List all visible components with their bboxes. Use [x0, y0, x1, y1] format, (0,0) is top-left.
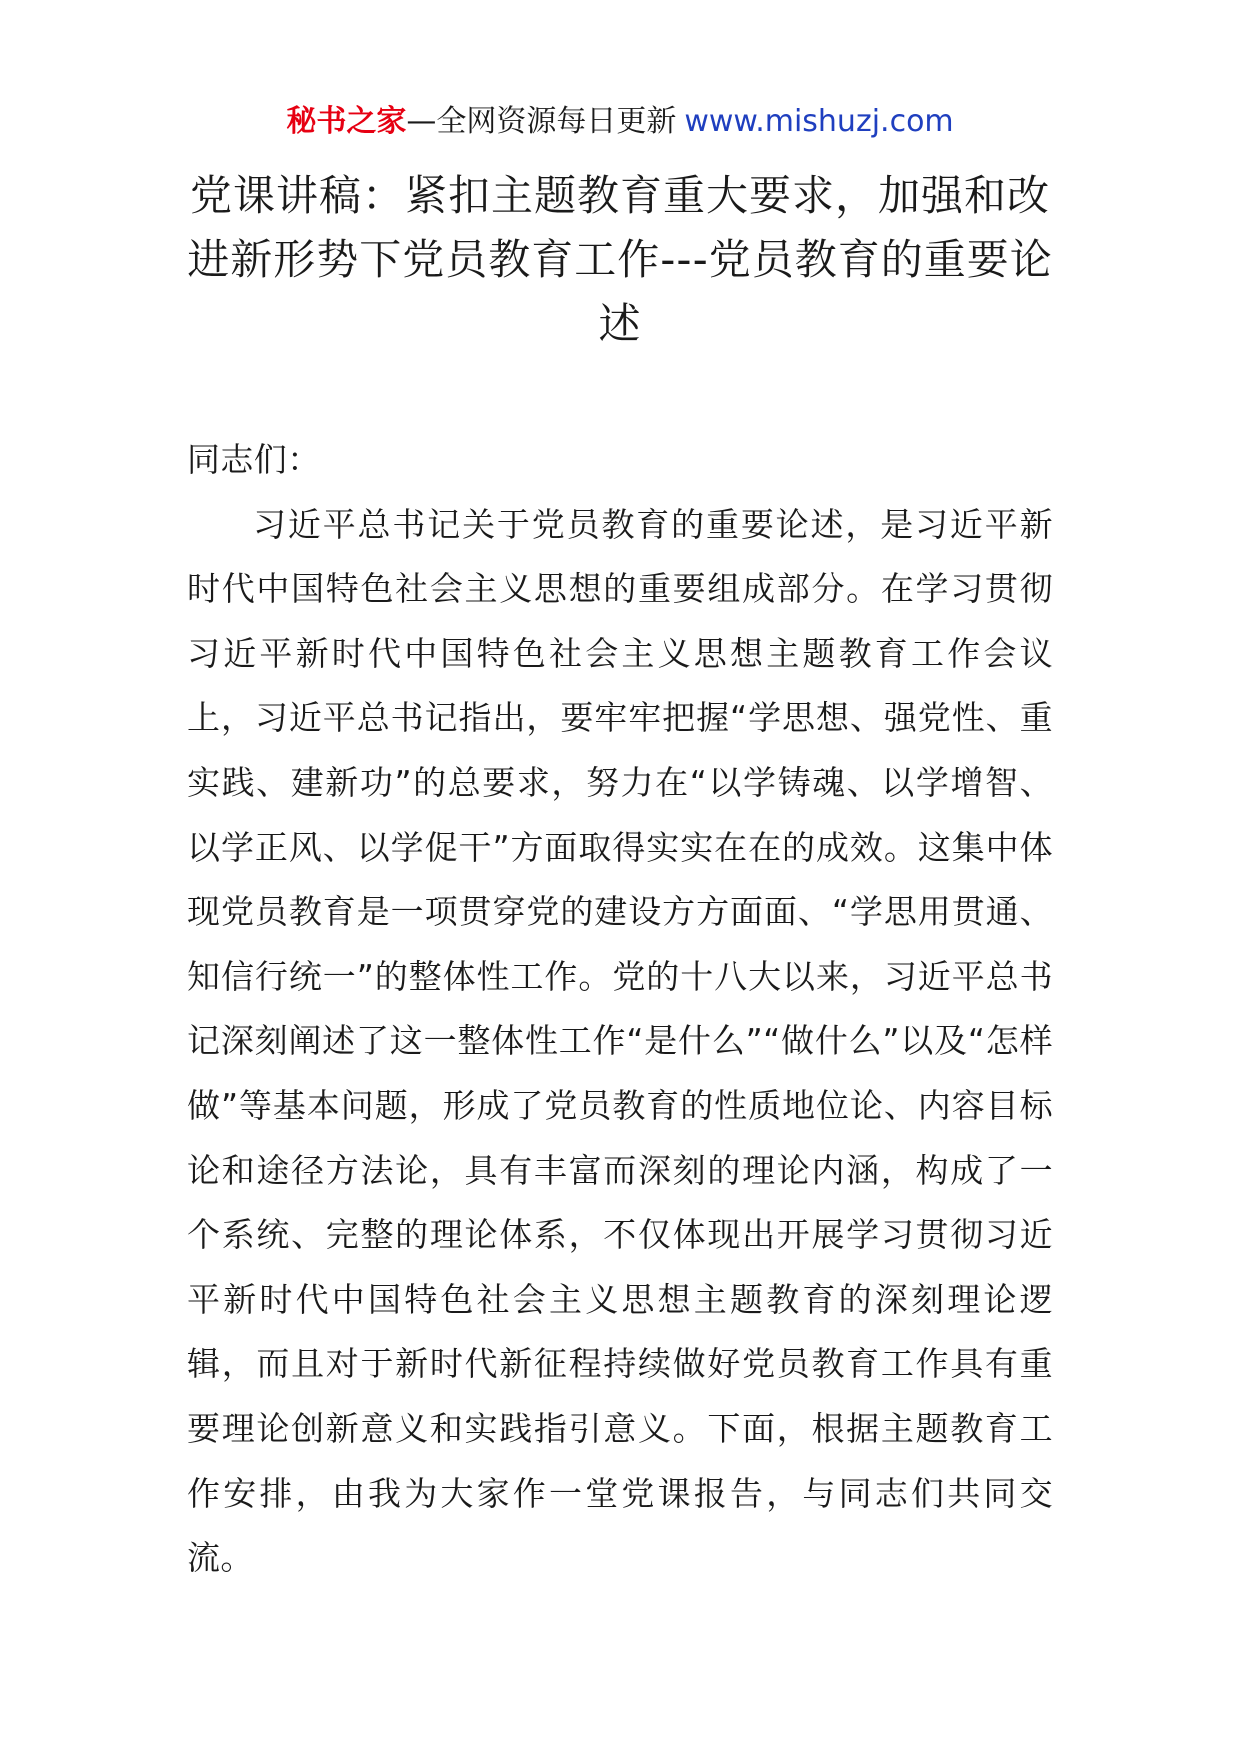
- site-url-link[interactable]: www.mishuzj.com: [684, 104, 954, 139]
- document-body: [187, 428, 1053, 1591]
- site-name: 秘书之家: [286, 104, 407, 139]
- document-title: 党课讲稿：紧扣主题教育重大要求，加强和改进新形势下党员教育工作---党员教育的重要论述: [187, 171, 1053, 348]
- site-tagline: —全网资源每日更新: [406, 104, 677, 139]
- site-header: [0, 100, 1240, 144]
- body-paragraph: 习近平总书记关于党员教育的重要论述，是习近平新时代中国特色社会主义思想的重要组成部分。在学习贯彻习近平新时代中国特色社会主义思想主题教育工作会议上，习近平总书记指出，要牢牢把握“学思想、强党性、重实践、建新功”的总要求，努力在“以学铸魂、以学增智、以学正风、以学促干”方面取得实实在在的成效。这集中体现党员教育是一项贯穿党的建设方方面面、“学思用贯通、知信行统一”的整体性工作。党的十八大以来，习近平总书记深刻阐述了这一整体性工作“是什么”“做什么”以及“怎样做”等基本问题，形成了党员教育的性质地位论、内容目标论和途径方法论，具有丰富而深刻的理论内涵，构成了一个系统、完整的理论体系，不仅体现出开展学习贯彻习近平新时代中国特色社会主义思想主题教育的深刻理论逻辑，而且对于新时代新征程持续做好党员教育工作具有重要理论创新意义和实践指引意义。下面，根据主题教育工作安排，由我为大家作一堂党课报告，与同志们共同交流。: [187, 504, 1053, 1578]
- salutation: 同志们：: [187, 440, 321, 479]
